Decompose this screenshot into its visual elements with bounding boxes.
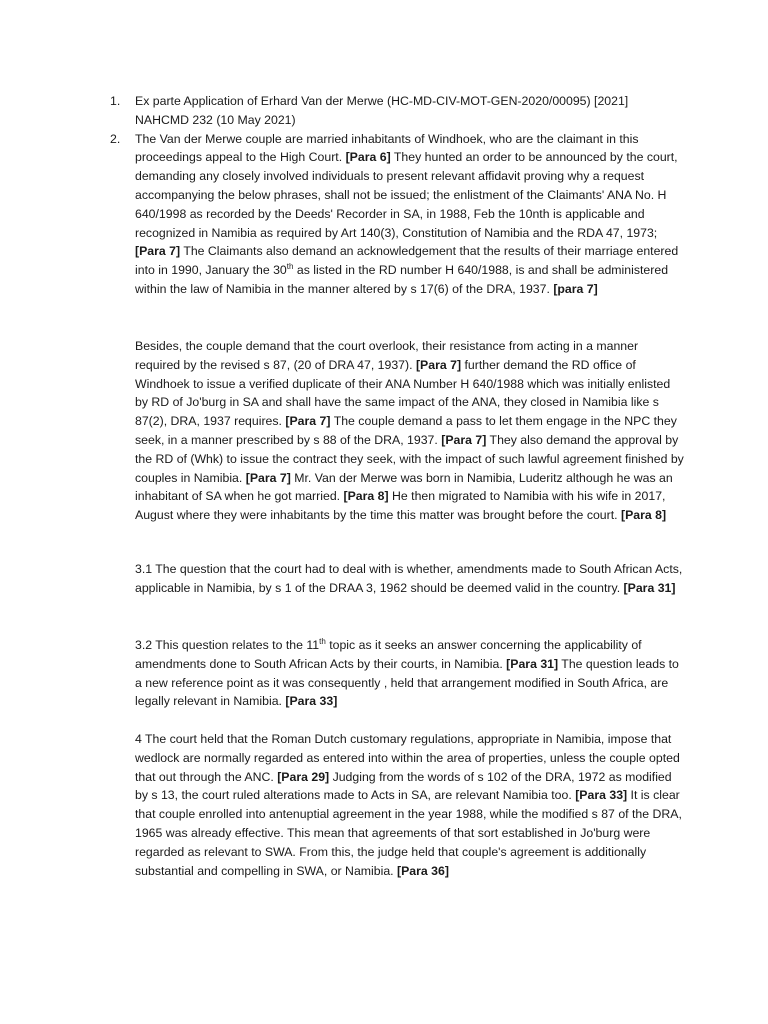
text-run: The Van der Merwe couple are married inhabitants of Windhoek, who are the claimant in this proceedings appeal to the High Court.	[135, 131, 639, 165]
text-run: He then migrated to Namibia with his wife in 2017, August where they were inhabitants by the time this matter was brought before the court.	[135, 489, 666, 523]
para-reference: [Para 8]	[621, 508, 667, 523]
list-item-text: Ex parte Application of Erhard Van der Merwe (HC-MD-CIV-MOT-GEN-2020/00095) [2021] NAHCMD 232 (10 May 2021)	[135, 94, 629, 127]
text-run: as listed in the RD number H 640/1988, is and shall be administered within the law of Namibia in the manner altered by s 17(6) of the DRA, 1937.	[135, 263, 669, 296]
text-run: Besides, the couple demand that the court overlook, their resistance from acting in a manner required by the revised s 87, (20 of DRA 47, 1937).	[135, 339, 639, 372]
para-reference: [Para 31]	[623, 580, 676, 595]
text-run: 3.1 The question that the court had to deal with is whether, amendments made to South African Acts, applicable in Namibia, by s 1 of the DRAA 3, 1962 should be deemed valid in the country.	[135, 562, 683, 595]
text-run: It is clear that couple enrolled into antenuptial agreement in the year 1988, while the modified s 87 of the DRA, 1965 was already effective. This mean that agreements of that sort established in Jo'burg were regarded as relevant to SWA. From this, the judge held that couple's agreement is additionally substantial and compelling in SWA, or Namibia.	[135, 788, 682, 878]
para-reference: [Para 7]	[135, 244, 181, 259]
para-reference: [Para 7]	[415, 357, 462, 372]
text-run: 4 The court held that the Roman Dutch customary regulations, appropriate in Namibia, impose that wedlock are normally regarded as entered into within the area of properties, unless the couple opted that out through the ANC.	[135, 732, 680, 784]
text-run: further demand the RD office of Windhoek to issue a verified duplicate of their ANA Number H 640/1988 which was initially enlisted by RD of Jo'burg in SA and shall have the same impact of the ANA, they closed in Namibia like s 87(2), DRA, 1937 requires.	[135, 357, 671, 429]
text-run: The question leads to a new reference point as it was consequently , held that arrangement modified in South Africa, are legally relevant in Namibia.	[135, 656, 679, 709]
list-item	[110, 92, 682, 130]
list-item	[110, 130, 682, 299]
paragraph-4	[135, 730, 685, 880]
text-run: topic as it seeks an answer concerning the applicability of amendments done to South African Acts by their courts, in Namibia.	[135, 638, 642, 671]
text-run: 3.2 This question relates to the 11	[135, 638, 320, 652]
para-reference: [Para 7]	[285, 414, 331, 429]
para-reference: [Para 31]	[506, 656, 559, 671]
para-reference: [Para 8]	[343, 489, 389, 504]
text-run: Mr. Van der Merwe was born in Namibia, Luderitz although he was an inhabitant of SA when he got married.	[135, 470, 673, 504]
text-run: They also demand the approval by the RD of (Whk) to issue the contract they seek, with the impact of such lawful agreement finished by couples in Namibia.	[135, 432, 684, 485]
paragraph-3-1	[135, 560, 685, 598]
superscript: th	[286, 262, 294, 272]
text-run: The Claimants also demand an acknowledgement that the results of their marriage entered into in 1990, January the 30	[135, 244, 679, 278]
text-run: They hunted an order to be announced by the court, demanding any closely involved individuals to present relevant affidavit proving why a request accompanying the below phrases, shall not be issued; the enlistment of the Claimants' ANA No. H 640/1998 as recorded by the Deeds' Recorder in SA, in 1988, Feb the 10nth is applicable and recognized in Namibia as required by Art 140(3), Constitution of Namibia and the RDA 47, 1973;	[135, 150, 678, 240]
list-number: 1.	[110, 94, 121, 108]
para-reference: [Para 29]	[277, 769, 330, 784]
text-run: Judging from the words of s 102 of the DRA, 1972 as modified by s 13, the court ruled alterations made to Acts in SA, are relevant Namibia too.	[135, 769, 672, 803]
numbered-list	[110, 92, 682, 299]
para-reference: [Para 36]	[397, 863, 449, 878]
para-reference: [para 7]	[553, 281, 598, 296]
para-reference: [Para 33]	[285, 694, 338, 709]
paragraph-besides	[135, 337, 685, 525]
superscript: th	[319, 636, 326, 646]
para-reference: [Para 6]	[345, 150, 391, 165]
para-reference: [Para 7]	[245, 470, 291, 485]
text-run: The couple demand a pass to let them engage in the NPC they seek, in a manner prescribed by s 88 of the DRA, 1937.	[135, 414, 677, 447]
para-reference: [Para 7]	[441, 432, 487, 447]
para-reference: [Para 33]	[575, 788, 628, 803]
paragraph-3-2	[135, 636, 685, 711]
list-number: 2.	[110, 131, 121, 146]
